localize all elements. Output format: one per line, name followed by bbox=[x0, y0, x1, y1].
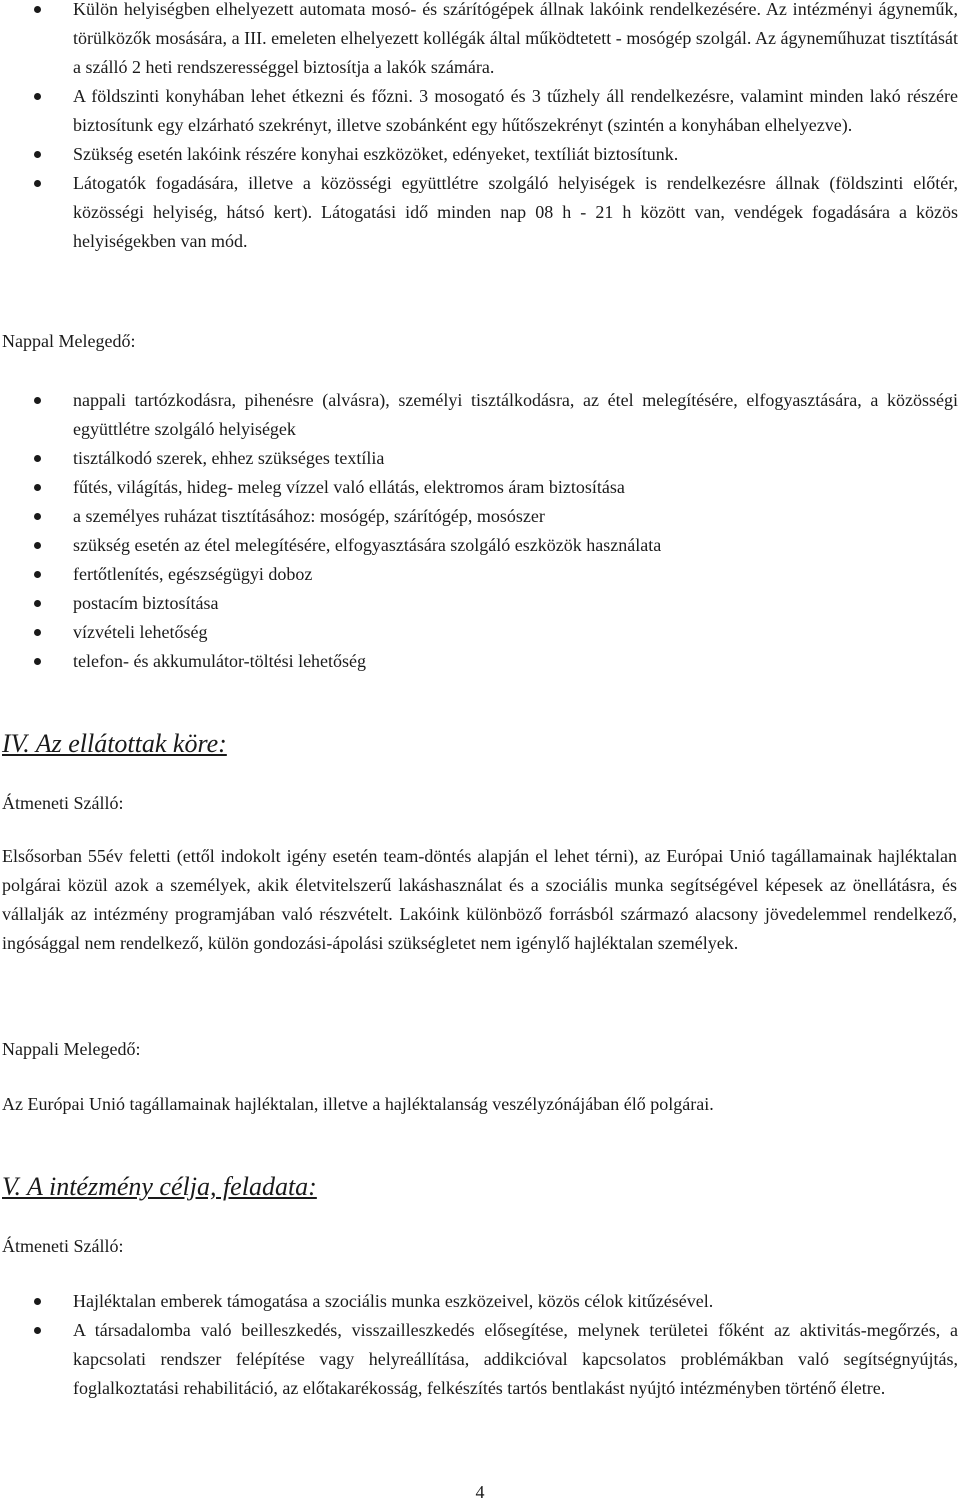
list-item: postacím biztosítása bbox=[0, 589, 958, 618]
chapter-title-v: V. A intézmény célja, feladata: bbox=[2, 1172, 317, 1201]
section-heading-nappal: Nappal Melegedő: bbox=[2, 331, 136, 351]
bullet-icon bbox=[34, 658, 41, 665]
services-list-top bbox=[0, 0, 958, 256]
paragraph-atmeneti: Elsősorban 55év feletti (ettől indokolt igény esetén team-döntés alapján el lehet térni), az Európai Unió tagállamainak hajléktalan polgárai közül azok a személyek, akik életvitelszerű lakáshasználat és a szociális munka segítségével képesek az önellátásra, és vállalják az intézmény programjában való részvételt. Lakóink különböző forrásból származó alacsony jövedelemmel rendelkező, ingósággal nem rendelkező, külön gondozási-ápolási szükségletet nem igénylő hajléktalan személyek. bbox=[2, 846, 957, 953]
bullet-icon bbox=[34, 93, 41, 100]
list-item: Külön helyiségben elhelyezett automata mosó- és szárítógépek állnak lakóink rendelkezésére. Az intézményi ágyneműk, törülközők mosására, a III. emeleten elhelyezett kollégák által működtetett - mosógép szolgál. Az ágyneműhuzat tisztítását a szálló 2 heti rendszerességgel biztosítja a lakók számára. bbox=[0, 0, 958, 82]
bullet-icon bbox=[34, 542, 41, 549]
bullet-icon bbox=[34, 180, 41, 187]
bullet-icon bbox=[34, 1327, 41, 1334]
bullet-icon bbox=[34, 513, 41, 520]
bullet-icon bbox=[34, 151, 41, 158]
list-item: telefon- és akkumulátor-töltési lehetőség bbox=[0, 647, 958, 676]
bullet-icon bbox=[34, 1298, 41, 1305]
section-heading-atmeneti-2: Átmeneti Szálló: bbox=[2, 1236, 124, 1256]
bullet-icon bbox=[34, 455, 41, 462]
list-item: vízvételi lehetőség bbox=[0, 618, 958, 647]
list-item: A földszinti konyhában lehet étkezni és főzni. 3 mosogató és 3 tűzhely áll rendelkezésre, valamint minden lakó részére biztosítunk egy elzárható szekrényt, illetve szobánként egy hűtőszekrényt (szintén a konyhában elhelyezve). bbox=[0, 82, 958, 140]
list-item: a személyes ruházat tisztításához: mosógép, szárítógép, mosószer bbox=[0, 502, 958, 531]
paragraph-nappali: Az Európai Unió tagállamainak hajléktalan, illetve a hajléktalanság veszélyzónájában élő polgárai. bbox=[2, 1094, 714, 1114]
bullet-icon bbox=[34, 571, 41, 578]
list-item: Hajléktalan emberek támogatása a szociális munka eszközeivel, közös célok kitűzésével. bbox=[0, 1287, 958, 1316]
list-item: Szükség esetén lakóink részére konyhai eszközöket, edényeket, textíliát biztosítunk. bbox=[0, 140, 958, 169]
list-item: fűtés, világítás, hideg- meleg vízzel való ellátás, elektromos áram biztosítása bbox=[0, 473, 958, 502]
bullet-icon bbox=[34, 484, 41, 491]
section-heading-nappali: Nappali Melegedő: bbox=[2, 1039, 141, 1059]
bullet-icon bbox=[34, 6, 41, 13]
bullet-icon bbox=[34, 397, 41, 404]
services-list-nappal bbox=[0, 386, 958, 676]
goals-list bbox=[0, 1287, 958, 1403]
list-item: Látogatók fogadására, illetve a közösségi együttlétre szolgáló helyiségek is rendelkezésre állnak (földszinti előtér, közösségi helyiség, hátsó kert). Látogatási idő minden nap 08 h - 21 h között van, vendégek fogadására a közös helyiségekben van mód. bbox=[0, 169, 958, 256]
list-item: nappali tartózkodásra, pihenésre (alvásra), személyi tisztálkodásra, az étel melegítésére, elfogyasztására, a közösségi együttlétre szolgáló helyiségek bbox=[0, 386, 958, 444]
list-item: tisztálkodó szerek, ehhez szükséges textília bbox=[0, 444, 958, 473]
list-item: szükség esetén az étel melegítésére, elfogyasztására szolgáló eszközök használata bbox=[0, 531, 958, 560]
bullet-icon bbox=[34, 629, 41, 636]
chapter-title-iv: IV. Az ellátottak köre: bbox=[2, 729, 227, 758]
bullet-icon bbox=[34, 600, 41, 607]
section-heading-atmeneti: Átmeneti Szálló: bbox=[2, 793, 124, 813]
list-item: A társadalomba való beilleszkedés, visszailleszkedés elősegítése, melynek területei főként az aktivitás-megőrzés, a kapcsolati rendszer felépítése vagy helyreállítása, addikcióval kapcsolatos problémákban való segítségnyújtás, foglalkoztatási rehabilitáció, az előtakarékosság, felkészítés tartós bentlakást nyújtó intézményben történő életre. bbox=[0, 1316, 958, 1403]
list-item: fertőtlenítés, egészségügyi doboz bbox=[0, 560, 958, 589]
page-number: 4 bbox=[475, 1482, 485, 1502]
